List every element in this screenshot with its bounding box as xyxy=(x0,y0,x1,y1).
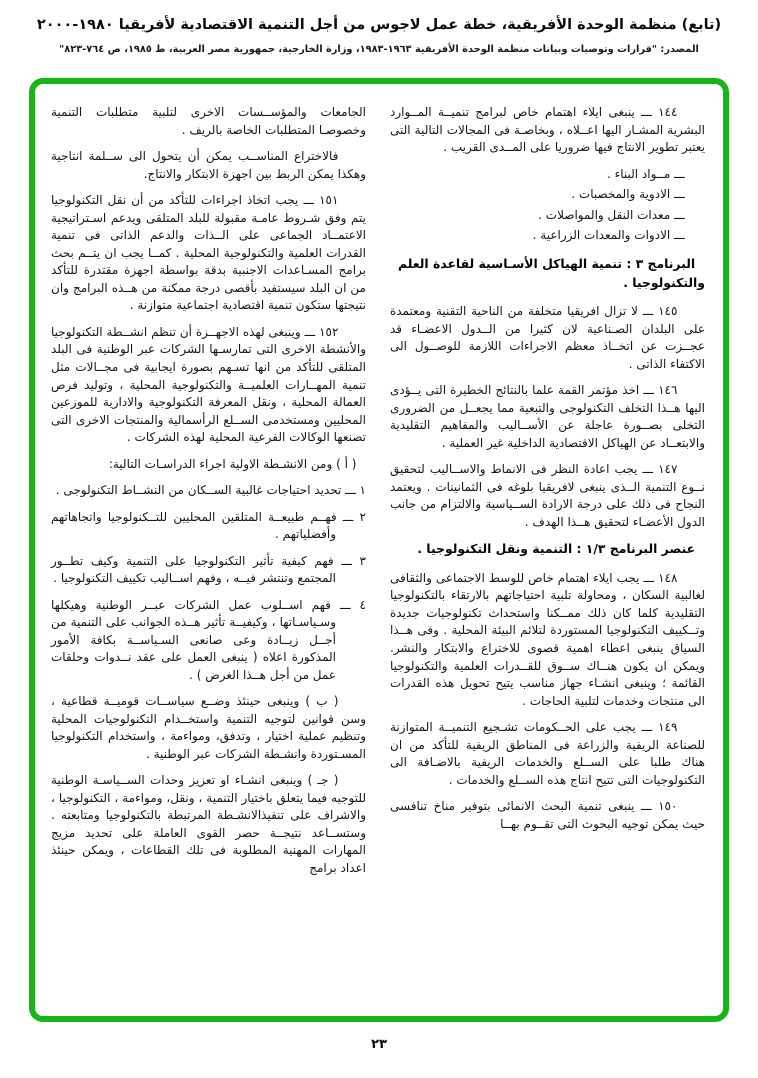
list-item-medicines-fertilizers: ـــ الادوية والمخصبات . xyxy=(571,187,685,202)
list-item-transport-equipment: ـــ معدات النقل والمواصلات . xyxy=(538,207,685,222)
list-item-agricultural-tools: ـــ الادوات والمعدات الزراعية . xyxy=(532,228,685,243)
paragraph-148: ١٤٨ ـــ يجب ايلاء اهتمام خاص للوسط الاجتماعى والثقافى لغالبية السكان ، ومحاولة تلبية احتياجاتهم بالارتقاء بالتكنولوجيا التقليدية كلما كان ذلك ممــكنا واستحداث تكنولوجيات جديدة وتــكييف التكنولوجيا المستوردة لتلائم البيئة المحلية . وفى هــذا السياق ينبغى اعطاء اهمية قصوى للاختراع والابتكار والنشر. ويمكن ان يكون هنــاك ســوق للقــدرات العلمية والتكنولوجيا القائمة ؛ وينبغى انشـاء جهاز مناسب يتيح تحويل هذه القدرات الى منتجات وخدمات لتلبية الحاجات . xyxy=(390,570,705,708)
page-header xyxy=(0,16,758,56)
studies-list xyxy=(51,482,366,684)
study-item-1: ١ ـــ تحديد احتياجات غالبية الســكان من النشــاط التكنولوجى . xyxy=(55,483,366,498)
item-a-intro: ( أ ) ومن الانشـطة الاولية اجراء الدراسـات التالية: xyxy=(108,456,357,471)
document-title: (تابع) منظمة الوحدة الأفريقية، خطة عمل لاجوس من أجل التنمية الاقتصادية لأفريقيا ١٩٨٠-٢٠٠٠ xyxy=(36,17,722,33)
page-number: ٢٣ xyxy=(371,1037,387,1053)
column-left xyxy=(51,104,366,1004)
paragraph-invention: فالاختراع المناســب يمكن أن يتحول الى ســلمة انتاجية وهكذا يمكن الربط بين اجهزة الابتكار والانتاج. xyxy=(51,149,366,181)
item-b-paragraph: ( ب ) وينبغى حينئذ وضــع سياســات قوميــة قطاعية ، وسن قوانين لتوجيه التنمية واستخــدام التكنولوجيات المحلية وتنظيم عملية اختيار ، وتدفق، ومواءمة ، واستخدام التكنولوجيا المسـتوردة وانشـطة الشركات عبر الوطنية . xyxy=(51,694,366,761)
study-item-3: ٣ ـــ فهم كيفية تأثير التكنولوجيا على التنمية وكيف تطــور المجتمع وتنتشر فيــه ، وفهم اســاليب تكييف التكنولوجيا . xyxy=(51,553,366,586)
list-item-building-materials: ـــ مــواد البناء . xyxy=(606,166,685,181)
two-column-layout xyxy=(51,104,705,1004)
priority-areas-list xyxy=(390,166,705,245)
paragraph-150: ١٥٠ ـــ ينبغى تنمية البحث الانمائى بتوفير مناخ تنافسى حيث يمكن توجيه البحوث التى تقــوم بهــا xyxy=(390,799,705,831)
paragraph-150-continuation: الجامعات والمؤســسات الاخرى لتلبية متطلبات التنمية وخصوصـا المتطلبات الخاصة بالريف . xyxy=(51,105,366,137)
study-item-4: ٤ ـــ فهم اســلوب عمل الشركات عبــر الوطنية وهيكلها وسـياسـاتها ، وكيفيــة تأثير هــذه الجوانب على التنمية من أجــل زيــادة وعى صانعى السـياســة بكافة الأمور المذكورة اعلاه ( ينبغى العمل على عقد نــدوات وحلقات عمل من أجل هــذا الغرض ) . xyxy=(51,597,366,682)
paragraph-145: ١٤٥ ـــ لا تزال افريقيا متخلفة من الناحية التقنية ومعتمدة على البلدان الصـناعية لان كثيرا من الــدول الاعضـاء قد عجــزت عن اتخــاذ معظم الاجراءات اللازمة للوصــول الى الاكتفاء الذاتى . xyxy=(390,304,705,371)
heading-program-element-3-1: عنصر البرنامج ١/٣ : التنمية ونقل التكنولوجيا . xyxy=(417,541,696,557)
heading-program-3: البرنامج ٣ : تنمية الهياكل الأسـاسية لقاعدة العلم والتكنولوجيا . xyxy=(398,255,705,290)
column-right xyxy=(390,104,705,1004)
document-source-line: المصدر: "قرارات وتوصيات وبيانات منظمة الوحدة الأفريقية ١٩٦٣-١٩٨٣، وزارة الخارجية، جمهورية مصر العربية، ط ١٩٨٥، ص ٧٦٤-٨٢٣" xyxy=(59,43,699,55)
paragraph-152: ١٥٢ ـــ وينبغى لهذه الاجهــزة أن تنظم انشــطة التكنولوجيا والأنشطة الاخرى التى تمارسـها الشركات عبر الوطنية فى البلد المتلقى للتأكد من انها تسـهم بصورة ايجابية فى مجــالات مثل تنمية المهــارات العلميــة والتكنولوجية المحلية ، وتوليد فرص العمالة المحلية ، ونقل المعرفة التكنولوجية والادارية للموزعين المحليين ومستخدمى الســلع الرأسمالية والمنتجات الاخرى التى تصنعها الوكالات الفرعية المحلية لهذه الشركات . xyxy=(51,324,366,445)
page-footer xyxy=(0,1033,758,1052)
paragraph-146: ١٤٦ ـــ اخذ مؤتمر القمة علما بالنتائج الخطيرة التى يــؤدى اليها هــذا التخلف التكنولوجى والتبعية مما يجعــل من الضرورى التخلى بصــورة عاجلة عن الأســاليب والمفاهيم التقليدية والابتعــاد عن الهياكل الاقتصادية الداخلية غير العملية . xyxy=(390,383,705,450)
paragraph-147: ١٤٧ ـــ يجب اعادة النظر فى الانماط والاســاليب لتحقيق نــوع التنمية الــذى ينبغى لافريقيا بلوغه فى الثمانينات . ويعتمد النجاح فى ذلك على درجة الارادة الســياسية والالتزام من جانب الدول الأعضـاء لتحقيق هــذا الهدف . xyxy=(390,462,705,529)
paragraph-144: ١٤٤ ـــ ينبغى ايلاء اهتمام خاص لبرامج تنميــة المــوارد البشرية المشـار اليها اعــلاه ، وبخاصـة فى المجالات التالية التى يعتبر تطوير الانتاج فيها ضروريا على المــدى القريب . xyxy=(390,105,705,155)
study-item-2: ٢ ـــ فهــم طبيعــة المتلقين المحليين للتــكنولوجيا واتجاهاتهم وأفضلياتهم . xyxy=(51,509,366,542)
paragraph-149: ١٤٩ ـــ يجب على الحــكومات تشـجيع التنميــة المتوازنة للصناعة الريفية والزراعة فى المناطق الريفية للتأكد من ان هناك طلبا على الســلع والخدمات الريفية بالاضـافة الى التكنولوجيات التى تتيح انتاج هذه الســلع والخدمات . xyxy=(390,720,705,787)
item-c-paragraph: ( جـ ) وينبغى انشـاء او تعزيز وحدات الســياسـة الوطنية للتوجيه فيما يتعلق باختيار التنمية ، ونقل، ومواءمة ، التكنولوجيا ، والاشراف على تنفيذالانشـطة المرتبطة بالتكنولوجيا ومتابعته . وستســاعد نتيجــة حصر القوى العاملة على تحديد مزيج المهارات المهنية المطلوبة فى تلك القطاعات ، ويمكن حينئذ اعداد برامج xyxy=(51,773,366,875)
paragraph-151: ١٥١ ـــ يجب اتخاذ اجراءات للتأكد من أن نقل التكنولوجيا يتم وفق شـروط عامـة مقبولة للبلد المتلقى ويدعم اسـتراتيجية الاعتمــاد الجماعى على الــذات والدعم الذاتى فى تنمية القدرات العلمية والتكنولوجية المحلية . كمــا يجب ان يتــم بحث برامج المسـاعدات الاجنبية بدقة بواسطة اجهزة مقتدرة للتأكد من ان البلد سيستفيد بأقصى درجة ممكنة من هــذه البرامج وان نتيجتها ستكون تنمية اقتصادية اجتماعية متوازنة . xyxy=(51,193,366,313)
content-border-box xyxy=(29,78,729,1022)
